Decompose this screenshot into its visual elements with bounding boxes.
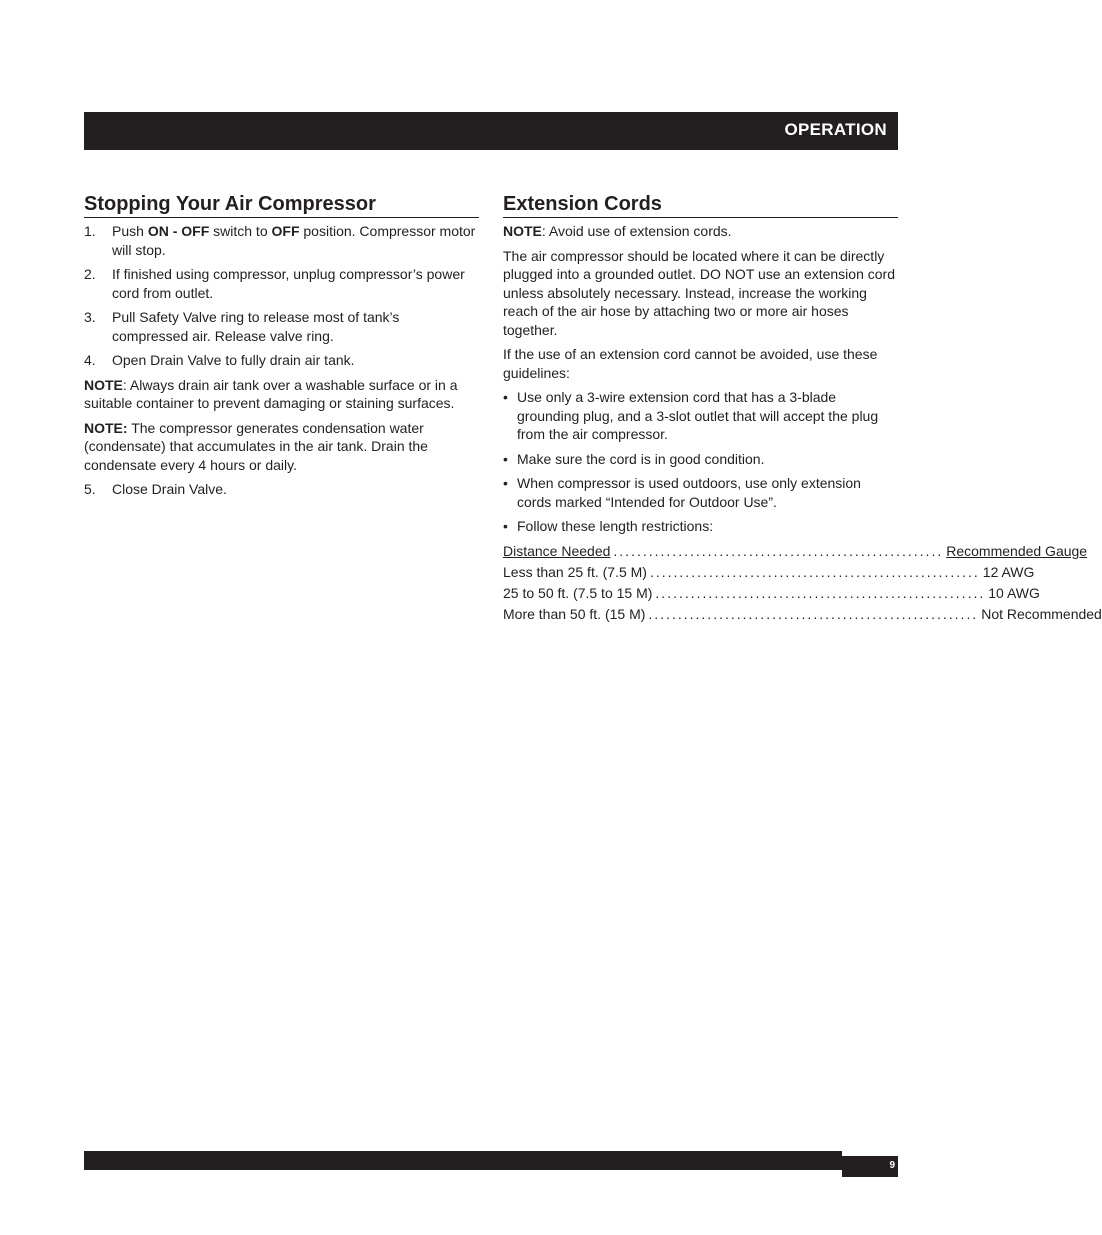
note-label: NOTE bbox=[84, 376, 123, 393]
section-header-bar bbox=[84, 112, 898, 150]
step-number: 1. bbox=[84, 223, 96, 239]
note-text: The compressor generates condensation water (condensate) that accumulates in the air tank. Drain the condensate every 4 hours or daily. bbox=[84, 419, 428, 473]
step-1 bbox=[84, 222, 479, 259]
step-text: Close Drain Valve. bbox=[112, 481, 227, 497]
step-2 bbox=[84, 265, 479, 302]
guideline-item bbox=[503, 450, 898, 469]
extension-paragraph-2: If the use of an extension cord cannot be avoided, use these guidelines: bbox=[503, 346, 878, 381]
step-text: position. Compressor motor will stop. bbox=[112, 223, 476, 258]
leader-dots: ........................................................ bbox=[649, 563, 980, 580]
step-number: 3. bbox=[84, 309, 96, 325]
step-number: 5. bbox=[84, 481, 96, 497]
leader-dots: ........................................................ bbox=[613, 542, 944, 559]
guideline-text: Follow these length restrictions: bbox=[517, 518, 714, 534]
header-gauge: Recommended Gauge bbox=[946, 542, 1088, 559]
gauge-table-row bbox=[503, 563, 1035, 582]
note-condensate bbox=[84, 419, 479, 475]
bullet-icon: • bbox=[503, 450, 508, 467]
guideline-item bbox=[503, 517, 898, 536]
page-number: 9 bbox=[889, 1160, 895, 1171]
guidelines-list bbox=[503, 388, 898, 536]
extension-paragraph-1: The air compressor should be located where it can be directly plugged into a grounded outlet. DO NOT use an extension cord unless absolutely necessary. Instead, increase the working reach of the air hose by attaching two or more air hoses together. bbox=[503, 247, 895, 338]
page-number-box bbox=[842, 1156, 898, 1177]
header-distance: Distance Needed bbox=[503, 542, 611, 559]
footer-bar bbox=[84, 1151, 842, 1170]
step-text: Push bbox=[112, 223, 148, 239]
stopping-steps-continued bbox=[84, 480, 479, 499]
left-column bbox=[84, 192, 479, 505]
gauge-cell: 12 AWG bbox=[982, 563, 1035, 580]
step-number: 2. bbox=[84, 266, 96, 282]
note-label: NOTE: bbox=[84, 419, 128, 436]
step-5 bbox=[84, 480, 479, 499]
distance-cell: Less than 25 ft. (7.5 M) bbox=[503, 563, 647, 580]
bullet-icon: • bbox=[503, 518, 508, 534]
step-number: 4. bbox=[84, 352, 96, 368]
note-text: : Always drain air tank over a washable surface or in a suitable container to prevent damaging or staining surfaces. bbox=[84, 376, 458, 411]
leader-dots: ........................................................ bbox=[655, 584, 986, 601]
distance-cell: More than 50 ft. (15 M) bbox=[503, 605, 646, 622]
leader-dots: ........................................................ bbox=[648, 605, 979, 622]
guideline-item bbox=[503, 388, 898, 444]
note-avoid-extension bbox=[503, 222, 898, 241]
guideline-text: Make sure the cord is in good condition. bbox=[517, 450, 765, 467]
step-4 bbox=[84, 351, 479, 370]
distance-cell: 25 to 50 ft. (7.5 to 15 M) bbox=[503, 584, 653, 601]
guideline-item bbox=[503, 474, 898, 511]
bullet-icon: • bbox=[503, 389, 508, 405]
note-text: : Avoid use of extension cords. bbox=[541, 223, 732, 239]
gauge-cell: 10 AWG bbox=[988, 584, 1040, 601]
gauge-table-header bbox=[503, 542, 1088, 561]
right-column bbox=[503, 192, 1102, 626]
step-text: Open Drain Valve to fully drain air tank. bbox=[112, 352, 355, 368]
gauge-cell: Not Recommended bbox=[981, 605, 1102, 622]
stopping-heading: Stopping Your Air Compressor bbox=[84, 192, 479, 218]
guideline-text: When compressor is used outdoors, use only extension cords marked “Intended for Outdoor Use”. bbox=[517, 475, 861, 510]
note-label: NOTE bbox=[503, 223, 542, 239]
switch-label: ON - OFF bbox=[147, 223, 210, 239]
stopping-steps bbox=[84, 222, 479, 370]
gauge-table bbox=[503, 542, 1102, 624]
position-label: OFF bbox=[271, 223, 300, 239]
step-text: switch to bbox=[209, 223, 272, 239]
note-drain-surface bbox=[84, 376, 479, 413]
step-3 bbox=[84, 308, 479, 345]
step-text: If finished using compressor, unplug compressor’s power cord from outlet. bbox=[112, 266, 465, 301]
gauge-table-row bbox=[503, 584, 1040, 603]
extension-cords-heading: Extension Cords bbox=[503, 192, 898, 218]
section-title: OPERATION bbox=[784, 120, 887, 139]
bullet-icon: • bbox=[503, 475, 508, 491]
gauge-table-row bbox=[503, 605, 1102, 624]
step-text: Pull Safety Valve ring to release most of tank’s compressed air. Release valve ring. bbox=[112, 309, 400, 344]
guideline-text: Use only a 3-wire extension cord that has a 3-blade grounding plug, and a 3-slot outlet that will accept the plug from the air compressor. bbox=[517, 389, 879, 442]
